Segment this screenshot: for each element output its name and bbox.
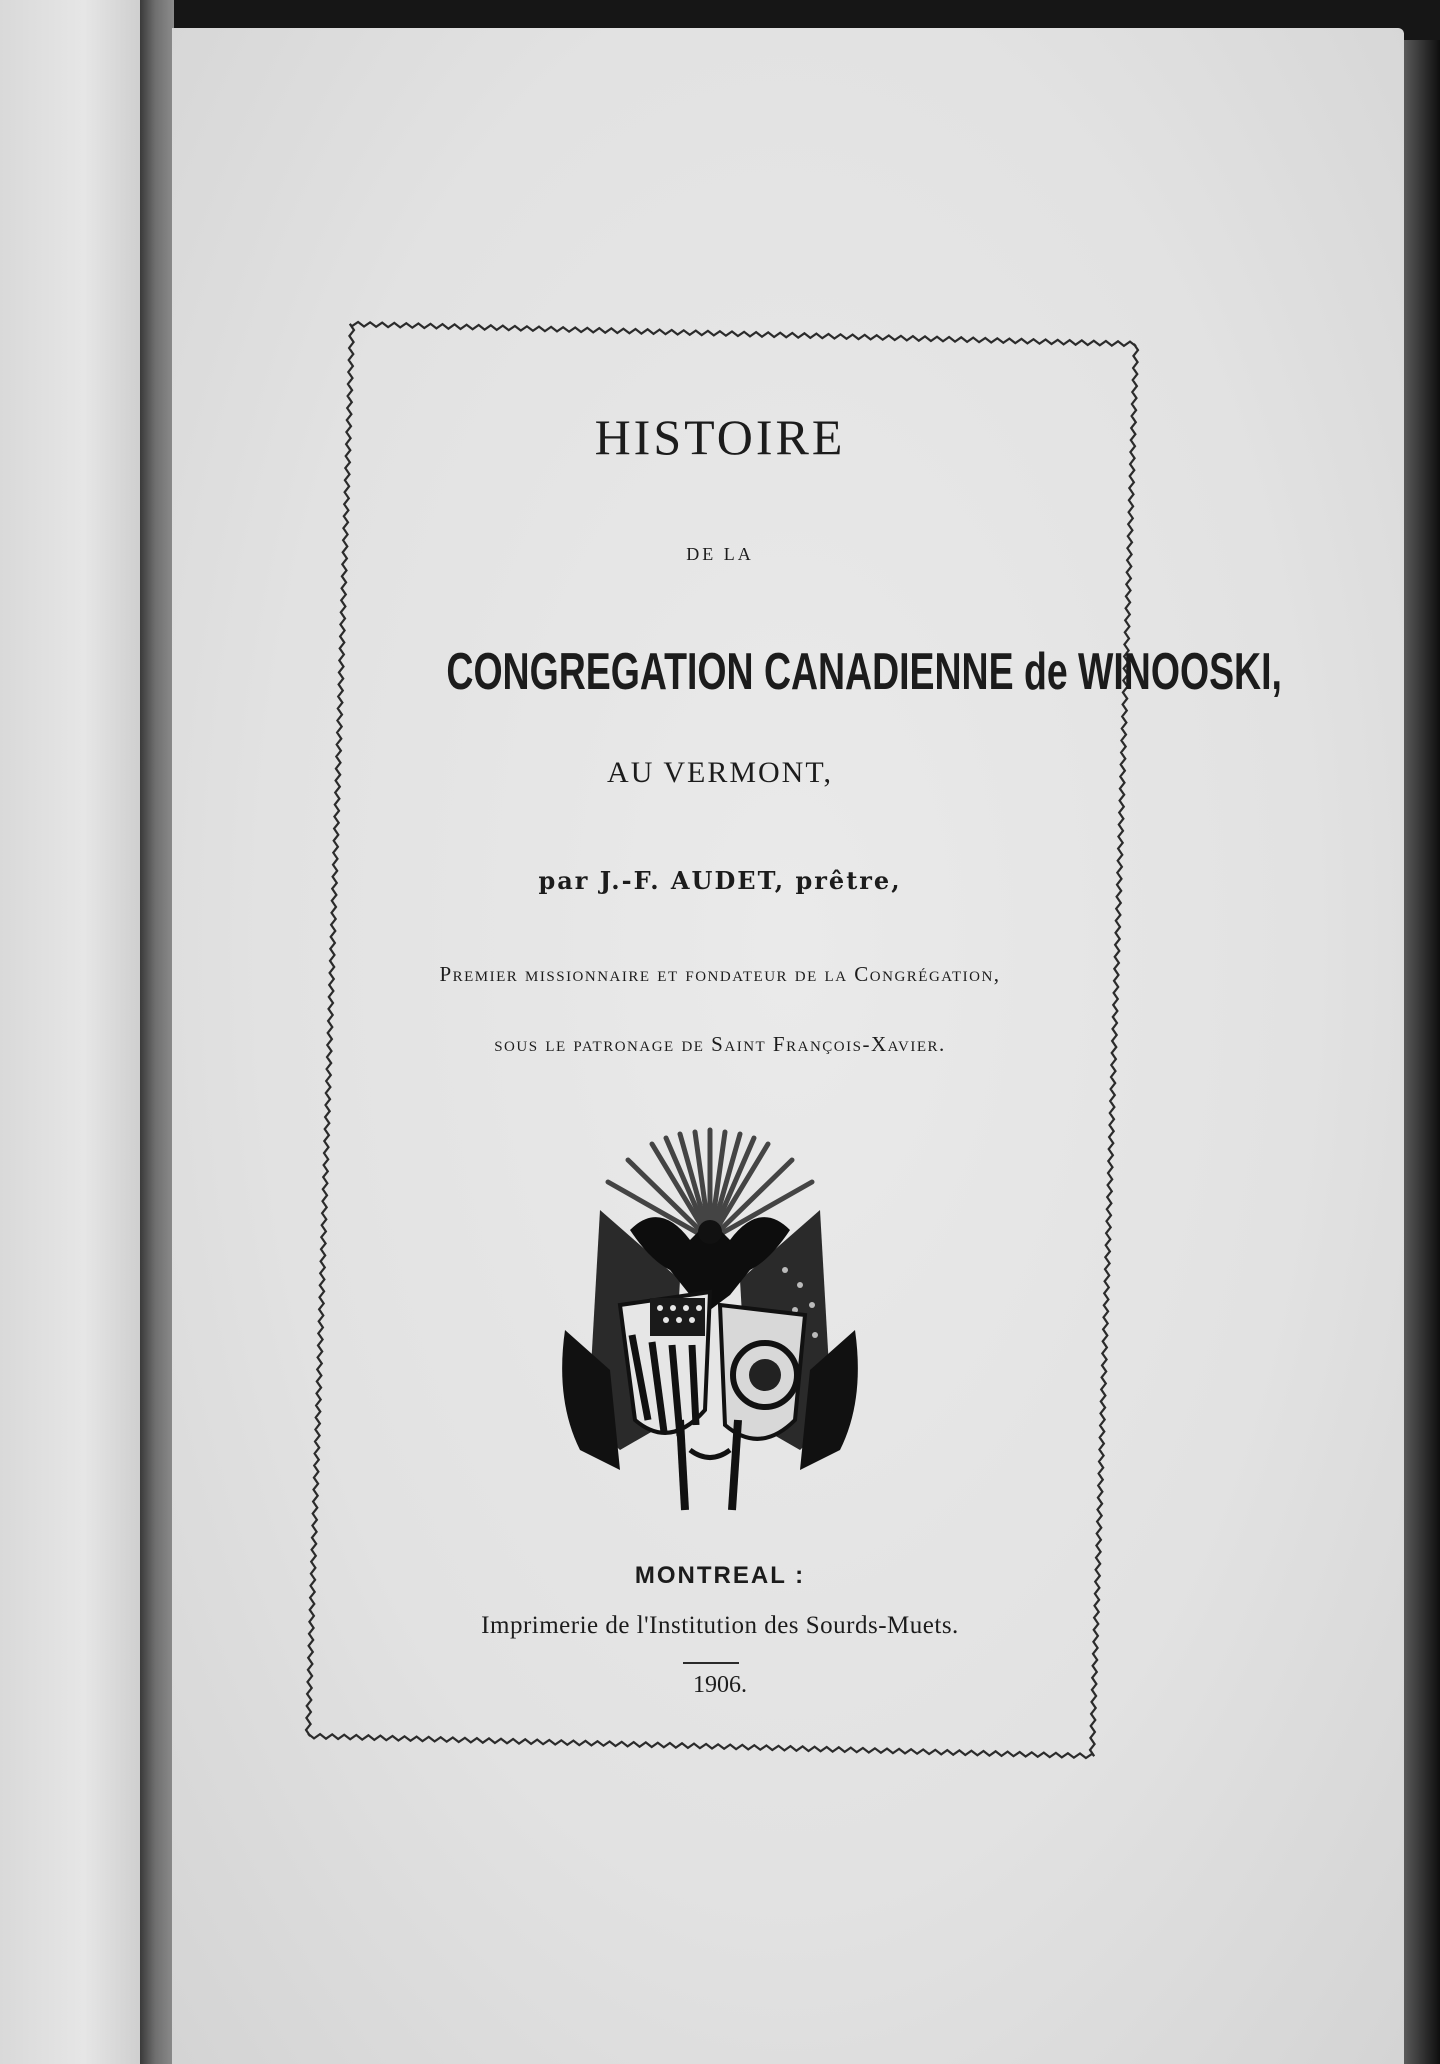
book-gutter <box>140 0 174 2064</box>
title-connector: DE LA <box>686 544 754 564</box>
facing-page-edge <box>0 0 140 2064</box>
author-line: par J.-F. AUDET, prêtre, <box>538 866 902 895</box>
publication-year: 1906. <box>693 1672 747 1698</box>
eagle-flags-emblem-icon <box>560 1120 860 1520</box>
book-title: HISTOIRE <box>594 409 846 465</box>
author-role-line-2: sous le patronage de Saint François-Xavier. <box>494 1032 946 1056</box>
page-edge-shadow <box>1404 40 1440 2064</box>
main-title: CONGREGATION CANADIENNE de WINOOSKI, <box>446 643 1282 701</box>
author-role-line-1: Premier missionnaire et fondateur de la Congrégation, <box>439 962 1001 986</box>
location-line: AU VERMONT, <box>607 756 833 789</box>
publication-city: MONTREAL : <box>634 1562 806 1589</box>
short-rule <box>683 1662 739 1664</box>
publisher-line: Imprimerie de l'Institution des Sourds-Muets. <box>481 1612 959 1639</box>
